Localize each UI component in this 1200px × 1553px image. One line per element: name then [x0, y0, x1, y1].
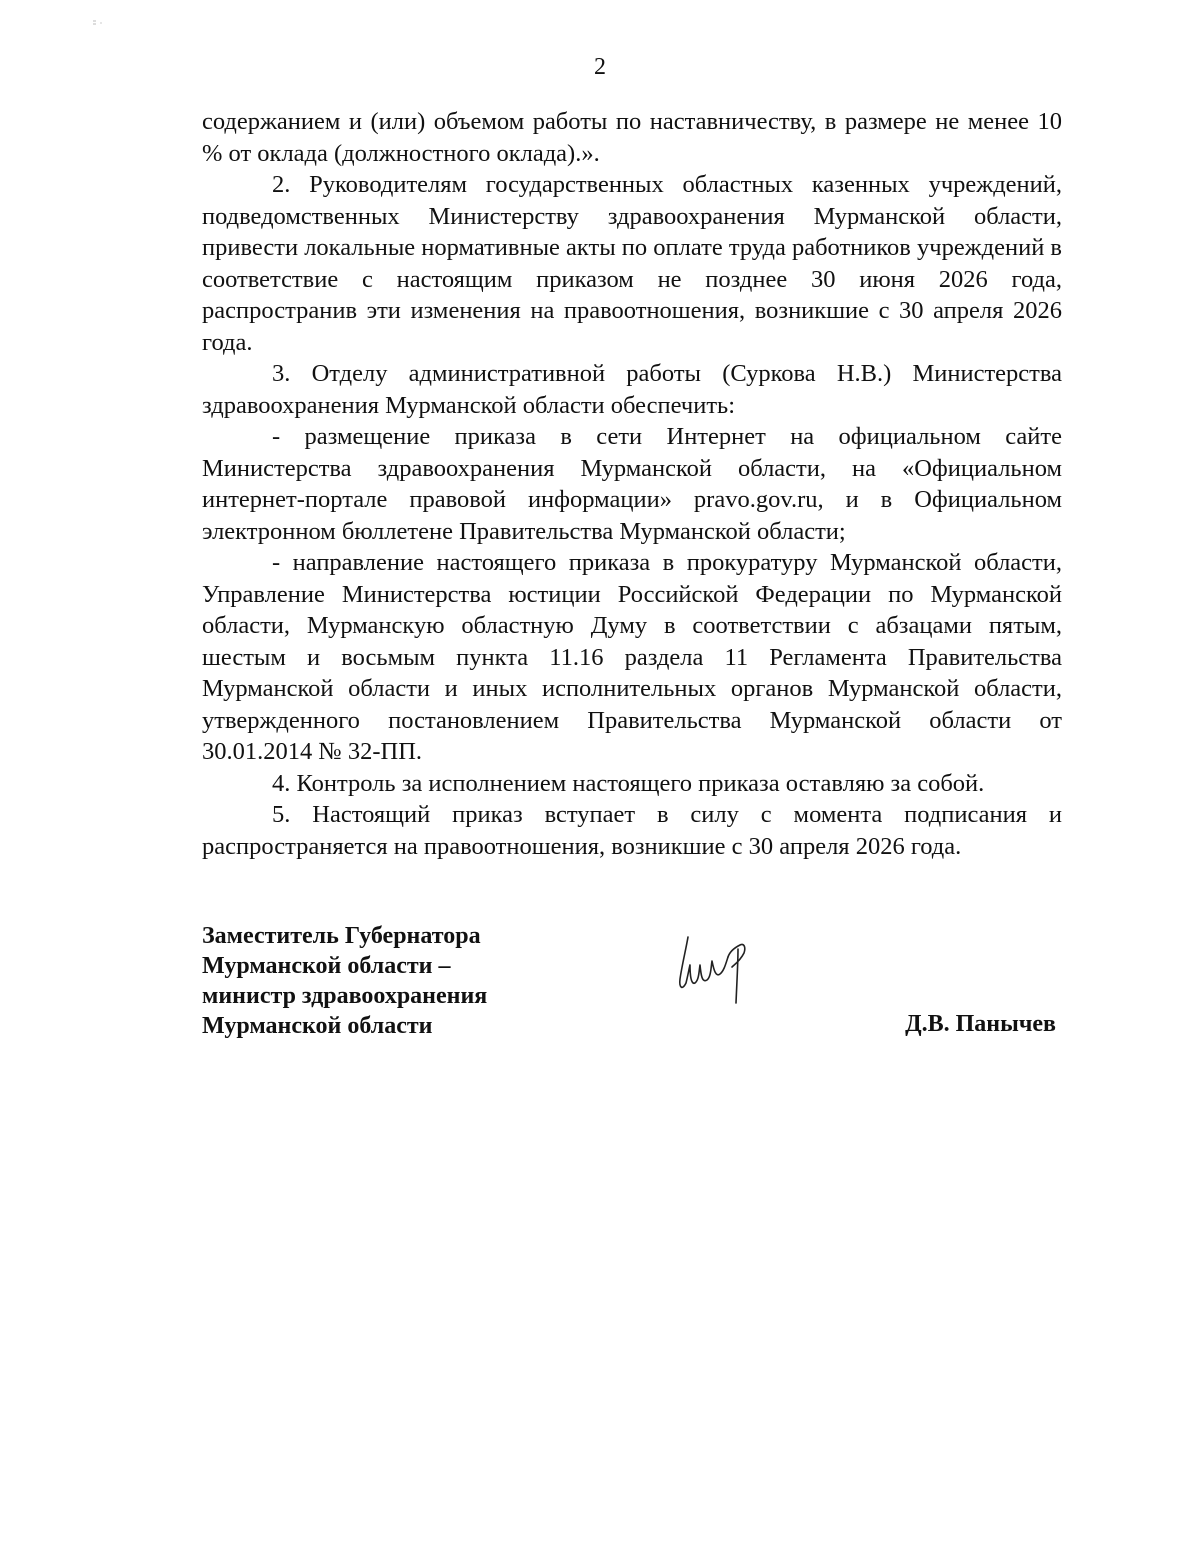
scan-artifact-mark [92, 18, 104, 28]
page-number: 2 [594, 54, 606, 80]
paragraph-item-3-bullet-2: - направление настоящего приказа в прокуратуру Мурманской области, Управление Министерства юстиции Российской Федерации по Мурманской области, Мурманскую областную Думу в соответствии с абзацами пятым, шестым и восьмым пункта 11.16 раздела 11 Регламента Правительства Мурманской области и иных исполнительных органов Мурманской области, утвержденного постановлением Правительства Мурманской области от 30.01.2014 № 32-ПП. [202, 549, 1062, 765]
signer-title-line: Заместитель Губернатора [202, 923, 481, 949]
paragraph-item-4: 4. Контроль за исполнением настоящего приказа оставляю за собой. [272, 769, 985, 797]
signer-title-line: Мурманской области [202, 1013, 433, 1039]
signer-title-line: Мурманской области – [202, 953, 451, 979]
signer-title-line: министр здравоохранения [202, 983, 488, 1009]
signature-block [202, 921, 1062, 1051]
paragraph-item-2: 2. Руководителям государственных областных казенных учреждений, подведомственных Министерству здравоохранения Мурманской области, привести локальные нормативные акты по оплате труда работников учреждений в соответствие с настоящим приказом не позднее 30 июня 2026 года, распространив эти изменения на правоотношения, возникшие с 30 апреля 2026 года. [202, 171, 1062, 356]
signer-name: Д.В. Панычев [905, 1011, 1056, 1037]
signer-title [202, 921, 622, 1041]
paragraph-item-3: 3. Отделу административной работы (Суркова Н.В.) Министерства здравоохранения Мурманской области обеспечить: [202, 360, 1062, 419]
handwritten-signature [674, 925, 764, 1013]
document-body [202, 106, 1062, 862]
paragraph-continuation: содержанием и (или) объемом работы по наставничеству, в размере не менее 10 % от оклада (должностного оклада).». [202, 108, 1062, 167]
paragraph-item-5: 5. Настоящий приказ вступает в силу с момента подписания и распространяется на правоотношения, возникшие с 30 апреля 2026 года. [202, 801, 1062, 860]
paragraph-item-3-bullet-1: - размещение приказа в сети Интернет на официальном сайте Министерства здравоохранения Мурманской области, на «Официальном интернет-портале правовой информации» pravo.gov.ru, и в Официальном электронном бюллетене Правительства Мурманской области; [202, 423, 1062, 545]
